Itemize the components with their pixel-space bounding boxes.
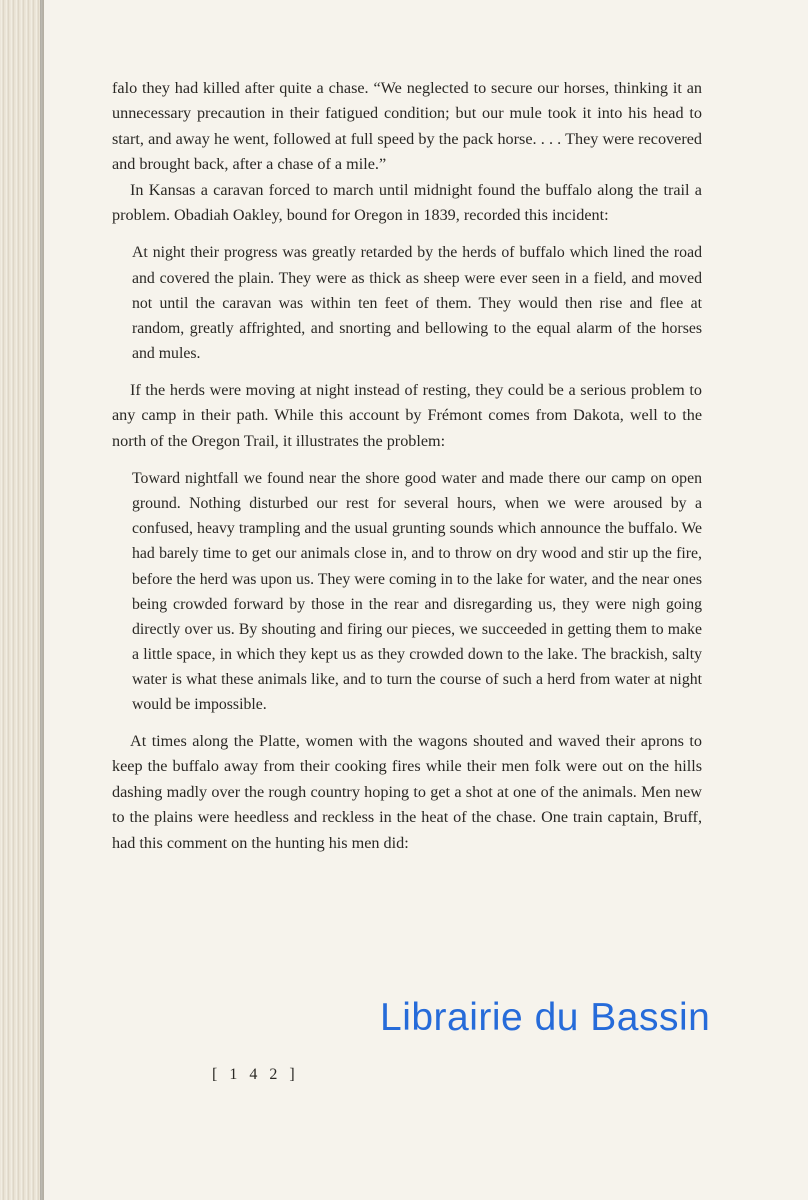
paragraph-kansas-caravan: In Kansas a caravan forced to march until midnight found the buffalo along the trail a problem. Obadiah Oakley, bound for Oregon in 1839, recorded this incident:: [112, 180, 702, 225]
block-quote-oakley: At night their progress was greatly retarded by the herds of buffalo which lined the road and covered the plain. They were as thick as sheep were ever seen in a field, and moved not until the caravan was within ten feet of them. They would then rise and flee at random, greatly affrighted, and snorting and bellowing to the equal alarm of the horses and mules.: [132, 244, 702, 362]
watermark-text: Librairie du Bassin: [380, 996, 711, 1039]
page-text-block: [112, 76, 702, 856]
paragraph-platte: At times along the Platte, women with the wagons shouted and waved their aprons to keep the buffalo away from their cooking fires while their men folk were out on the hills dashing madly over the rough country hoping to get a shot at one of the animals. Men new to the plains were heedless and reckless in the heat of the chase. One train captain, Bruff, had this comment on the hunting his men did:: [112, 732, 702, 852]
paragraph-herds-at-night: If the herds were moving at night instead of resting, they could be a serious problem to any camp in their path. While this account by Frémont comes from Dakota, well to the north of the Oregon Trail, it illustrates the problem:: [112, 380, 702, 450]
paragraph-continuation: falo they had killed after quite a chase. “We neglected to secure our horses, thinking it an unnecessary precaution in their fatigued condition; but our mule took it into his head to start, and away he went, followed at full speed by the pack horse. . . . They were recovered and brought back, after a chase of a mile.”: [112, 79, 702, 174]
block-quote-fremont: Toward nightfall we found near the shore good water and made there our camp on open ground. Nothing disturbed our rest for several hours, when we were aroused by a confused, heavy trampling and the usual grunting sounds which announce the buffalo. We had barely time to get our animals close in, and to throw on dry wood and stir up the fire, before the herd was upon us. They were coming in to the lake for water, and the near ones being crowded forward by those in the rear and disregarding us, they were nigh going directly over us. By shouting and firing our pieces, we succeeded in getting them to make a little space, in which they kept us as they crowded down to the lake. The brackish, salty water is what these animals like, and to turn the course of such a herd from water at night would be impossible.: [132, 470, 702, 713]
page-number: [ 1 4 2 ]: [212, 1066, 299, 1083]
